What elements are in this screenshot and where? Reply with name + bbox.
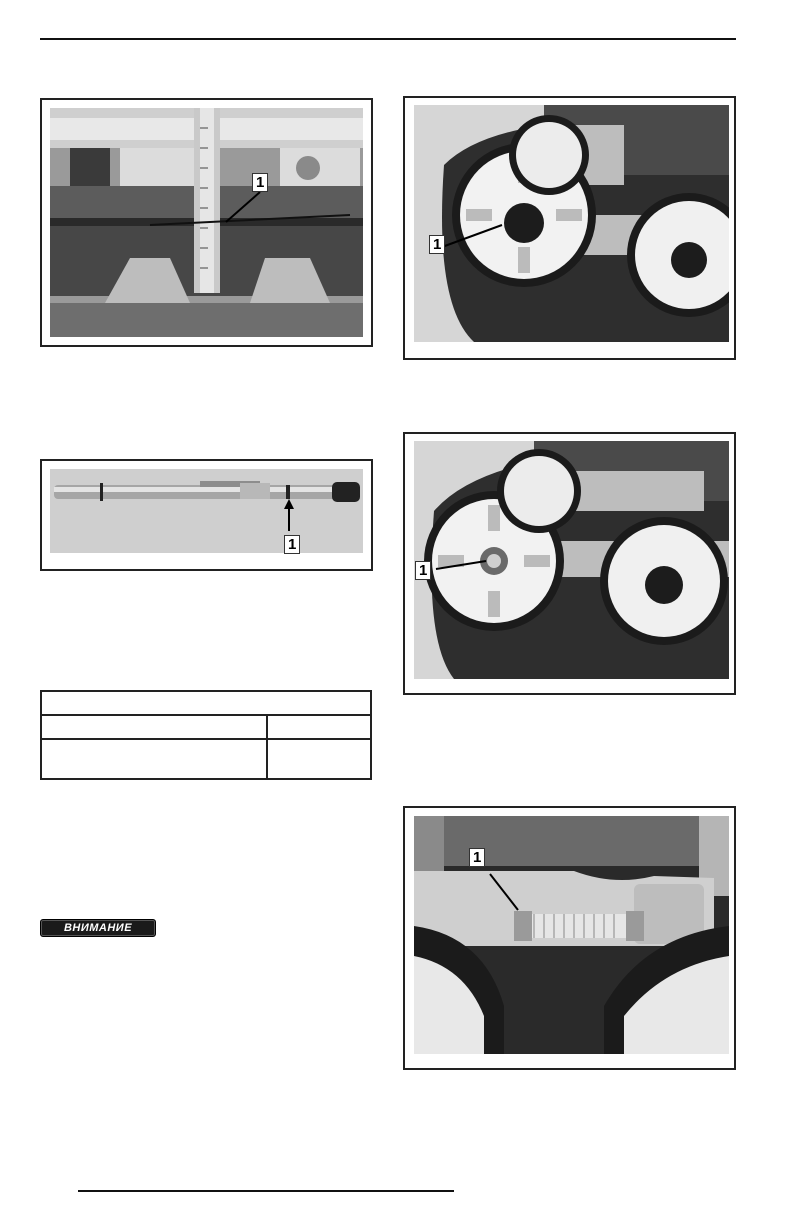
figure-adjustment-bolt <box>403 806 736 1070</box>
warning-label: ВНИМАНИЕ <box>63 922 133 934</box>
photo-track-ruler <box>50 108 363 337</box>
table-column-divider <box>266 714 268 778</box>
figure-callout-number: 1 <box>284 535 300 554</box>
warning-badge <box>40 919 156 937</box>
figure-wheel-bolt <box>403 432 736 695</box>
photo-wheel-cap <box>414 105 729 342</box>
figure-callout-number: 1 <box>469 848 485 867</box>
photo-adjustment-bolt <box>414 816 729 1054</box>
figure-callout-number: 1 <box>252 173 268 192</box>
specification-table <box>40 690 372 780</box>
figure-ruler-measurement <box>40 98 373 347</box>
header-rule <box>40 38 736 40</box>
figure-callout-number: 1 <box>429 235 445 254</box>
table-row-divider <box>42 738 370 740</box>
figure-wheel-cap <box>403 96 736 360</box>
figure-tension-gauge <box>40 459 373 571</box>
figure-callout-number: 1 <box>415 561 431 580</box>
footer-rule <box>78 1190 454 1192</box>
photo-gauge-tool <box>50 469 363 553</box>
photo-wheel-bolt <box>414 441 729 679</box>
table-row-divider <box>42 714 370 716</box>
